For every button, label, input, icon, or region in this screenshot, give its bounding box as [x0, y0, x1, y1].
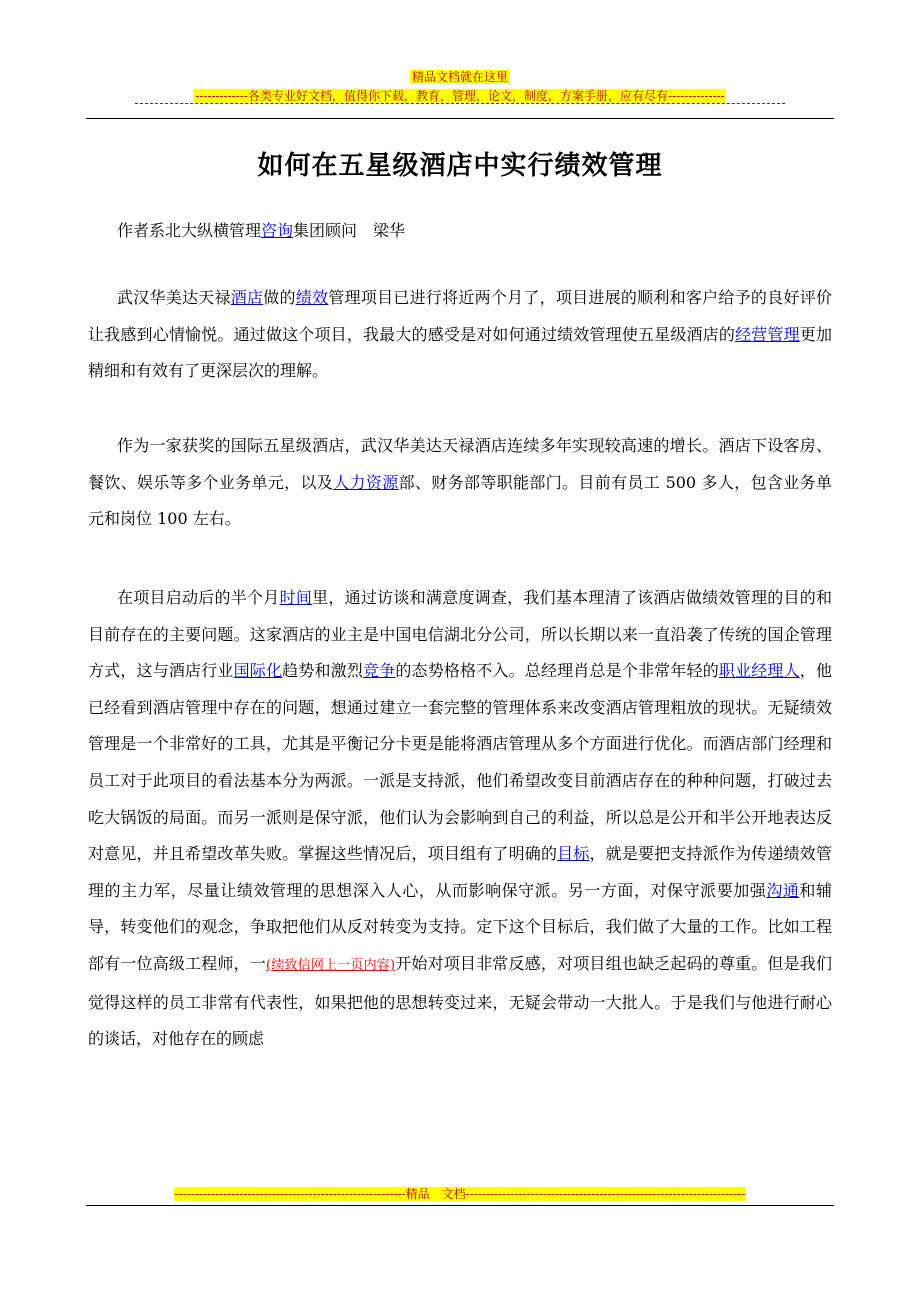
link-performance[interactable]: 绩效	[295, 288, 329, 307]
link-hotel[interactable]: 酒店	[230, 288, 264, 307]
link-goal[interactable]: 目标	[557, 844, 590, 864]
p3-text-1: 在项目启动后的半个月	[117, 588, 280, 607]
p2-text-1: 作为一家获奖的国际五星级酒店，武汉华美达天禄酒店连续多年实现较高速的增长。酒店下设客房、餐饮、娱乐等多个业务单元，以及	[88, 436, 832, 492]
author-suffix: 集团顾问 梁华	[293, 221, 406, 240]
document-title: 如何在五星级酒店中实行绩效管理	[257, 151, 663, 181]
link-competition[interactable]: 竞争	[363, 661, 396, 681]
link-consulting[interactable]: 咨询	[261, 221, 294, 240]
p3-text-2: 里，通过访谈和满意度调查，我们基本理清了该酒店做绩效管理的目的和目前存在的主要问题。这家酒店的业主是中国电信湖北分公司，所以长期以来一直沿袭了传统的国企管理方式，这与酒店行业	[88, 588, 832, 681]
paragraph-2	[88, 428, 832, 538]
p1-text-1: 武汉华美达天禄	[117, 288, 231, 307]
p2-text-2: 部、财务部等职能部门。目前有员工 500 多人，包含业务单元和岗位 100 左右。	[88, 472, 832, 529]
p3-text-6: ，就是要把支持派作为传递绩效管理的主力军，尽量让绩效管理的思想深入人心，从而影响保守派。另一方面，对保守派要加强	[88, 844, 832, 900]
link-internationalization[interactable]: 国际化	[233, 661, 283, 681]
header-banner-subtitle-text: -------------各类专业好文档，值得你下载，教育，管理，论文，制度，方案手册，应有尽有--------------	[195, 89, 725, 103]
p3-text-7: 和辅导，转变他们的观念，争取把他们从反对转变为支持。定下这个目标后，我们做了大量的工作。比如工程部有一位高级工程师，一	[88, 880, 832, 973]
link-human-resources[interactable]: 人力资源	[333, 472, 399, 492]
author-prefix: 作者系北大纵横管理	[117, 221, 262, 240]
header-banner-subtitle	[0, 85, 920, 104]
link-time[interactable]: 时间	[279, 588, 313, 607]
link-communication[interactable]: 沟通	[766, 880, 800, 900]
p1-text-3: 管理项目已进行将近两个月了，项目进展的顺利和客户给予的良好评价让我感到心情愉悦。通过做这个项目，我最大的感受是对如何通过绩效管理使五星级酒店的	[88, 288, 832, 344]
footer-banner	[0, 1183, 920, 1202]
p3-text-8: 开始对项目非常反感，对项目组也缺乏起码的尊重。但是我们觉得这样的员工非常有代表性，如果把他的思想转变过来，无疑会带动一大批人。于是我们与他进行耐心的谈话，对他存在的顾虑	[88, 953, 832, 1049]
header-banner-title-text: 精品文档就在这里	[411, 70, 508, 84]
link-professional-manager[interactable]: 职业经理人	[718, 661, 800, 681]
paragraph-3	[88, 580, 832, 1058]
p3-text-5: ，他已经看到酒店管理中存在的问题，想通过建立一套完整的管理体系来改变酒店管理粗放的现状。无疑绩效管理是一个非常好的工具，尤其是平衡记分卡更是能将酒店管理从多个方面进行优化。而酒店部门经理和员工对于此项目的看法基本分为两派。一派是支持派，他们希望改变目前酒店存在的种种问题，打破过去吃大锅饭的局面。而另一派则是保守派，他们认为会影响到自己的利益，所以总是公开和半公开地表达反对意见，并且希望改革失败。掌握这些情况后，项目组有了明确的	[88, 661, 832, 864]
header-dashed-divider	[135, 103, 785, 105]
footer-banner-text: ---------------------------------------------------------精品 文档---------------------------------------------------------------------	[174, 1187, 746, 1201]
header-rule	[86, 118, 834, 119]
p3-text-3: 趋势和激烈	[282, 661, 364, 681]
p1-text-2: 做的	[263, 288, 296, 307]
link-continue-previous-page[interactable]: (续致信网上一页内容)	[266, 957, 396, 973]
footer-rule	[86, 1205, 834, 1206]
p1-text-4: 更加精细和有效有了更深层次的理解。	[88, 324, 832, 381]
p3-text-4: 的态势格格不入。总经理肖总是个非常年轻的	[395, 661, 719, 681]
header-banner-title	[0, 66, 920, 85]
link-business-management[interactable]: 经营管理	[735, 324, 800, 344]
author-line	[117, 218, 405, 241]
paragraph-1	[88, 280, 832, 390]
